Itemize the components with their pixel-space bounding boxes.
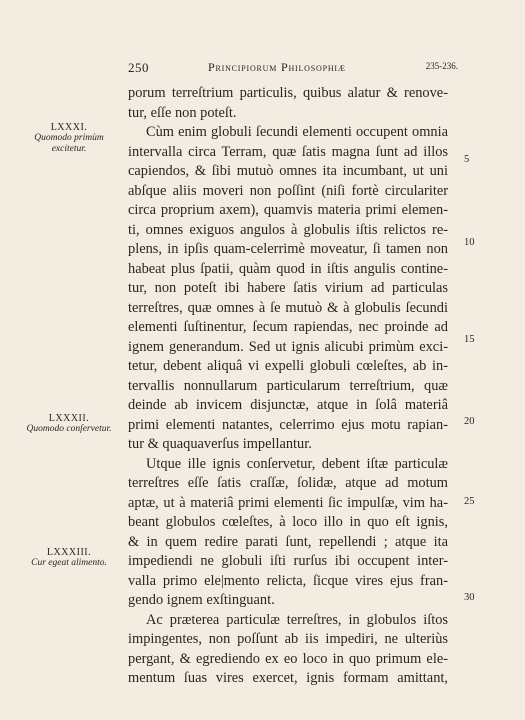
- text-line: plens, in ipſis quam-celerrimè moveatur, ſi tamen non: [128, 241, 448, 257]
- text-line: pergant, & egrediendo ex eo loco in quo primum ele-: [128, 650, 448, 667]
- text-line: tur & quaquaverſus impellantur.: [128, 436, 312, 452]
- sidenote-number: LXXXI.: [50, 122, 88, 133]
- sidenote-caption: Quomodo primùm excitetur.: [34, 133, 104, 154]
- sidenote-lxxxii: [18, 413, 120, 435]
- text-line: deinde ab invicem disjunctæ, atque in ſolâ materiâ: [128, 397, 448, 413]
- sidenote-lxxxiii: [18, 547, 120, 569]
- text-line: circa proprium axem), quamvis materia primi elemen-: [128, 202, 448, 218]
- paragraph-start-line: Ac præterea particulæ terreſtres, in globulos iſtos: [146, 611, 448, 628]
- sidenote-caption: Cur egeat alimento.: [31, 558, 107, 568]
- running-header: [128, 60, 458, 80]
- body-text: [128, 84, 448, 689]
- sidenote-number: LXXXIII.: [46, 547, 92, 558]
- text-line: tetur, debent aliquâ vi expelli globuli cœleſtes, ab in-: [128, 358, 448, 374]
- text-line: tervallis nonnullarum particularum terreſtrium, quæ: [128, 377, 448, 394]
- text-line: terreſtres, quæ omnes à ſe mutuò & à globulis ſecundi: [128, 299, 448, 316]
- text-line: ignem generandum. Sed ut ignis alicubi primùm exci-: [128, 338, 448, 355]
- text-line: valla primo ele|mento relicta, ſicque vires ejus fran-: [128, 572, 448, 589]
- text-line: intervalla circa Terram, quæ ſatis magna ſunt ad illos: [128, 143, 448, 160]
- page-number: 250: [128, 60, 149, 75]
- text-line: aptæ, ut à materiâ primi elementi ſic impulſæ, vim ha-: [128, 494, 448, 511]
- text-line: habeat plus ſpatii, quàm quod in iſtis angulis contine-: [128, 260, 448, 277]
- line-number: 10: [464, 237, 475, 248]
- line-number: 15: [464, 334, 475, 345]
- paragraph-start-line: Cùm enim globuli ſecundi elementi occupent omnia: [146, 124, 448, 140]
- text-line: tur, eſſe non poteſt.: [128, 104, 237, 121]
- sidenote-lxxxi: [18, 122, 120, 155]
- sidenote-number: LXXXII.: [48, 413, 90, 424]
- text-line: ti, omnes exiguos angulos à globulis iſtis relictos re-: [128, 221, 448, 238]
- article-range: 235-236.: [425, 61, 458, 71]
- text-line: beant globulos cœleſtes, à loco illo in quo eſt ignis,: [128, 514, 448, 530]
- running-title: Principiorum Philosophiæ: [208, 60, 346, 74]
- text-line: porum terreſtrium particulis, quibus alatur & renove-: [128, 85, 448, 101]
- text-line: elementi ſuſtinentur, ſecum rapiendas, nec proinde ad: [128, 319, 448, 335]
- text-line: abſque aliis moveri non poſſint (niſi fortè circulariter: [128, 182, 448, 199]
- line-number: 5: [464, 154, 470, 165]
- text-line: impingentes, non poſſunt ab iis impediri, ne ulteriùs: [128, 631, 448, 647]
- text-line: gendo ignem exſtinguant.: [128, 592, 275, 608]
- text-line: mentum ſuas vires exercet, ignis formam amittant,: [128, 670, 448, 686]
- text-line: & in quem redire parati ſunt, repellendi ; atque ita: [128, 533, 448, 550]
- line-number: 20: [464, 416, 475, 427]
- text-line: capiendos, & ſibi mutuò omnes ita incumbant, ut uni: [128, 163, 448, 179]
- text-line: tur, non poteſt ibi habere ſatis virium ad particulas: [128, 280, 448, 296]
- text-line: primi elementi natantes, celerrimo ejus motu rapian-: [128, 416, 448, 433]
- sidenote-caption: Quomodo conſervetur.: [26, 424, 112, 434]
- text-line: terreſtres eſſe ſatis craſſæ, ſolidæ, atque ad motum: [128, 475, 448, 491]
- line-number: 25: [464, 496, 475, 507]
- line-number: 30: [464, 592, 475, 603]
- paragraph-start-line: Utque ille ignis conſervetur, debent iſtæ particulæ: [146, 455, 448, 472]
- text-line: impediendi ne globuli iſti rurſus ibi occupent inter-: [128, 553, 448, 569]
